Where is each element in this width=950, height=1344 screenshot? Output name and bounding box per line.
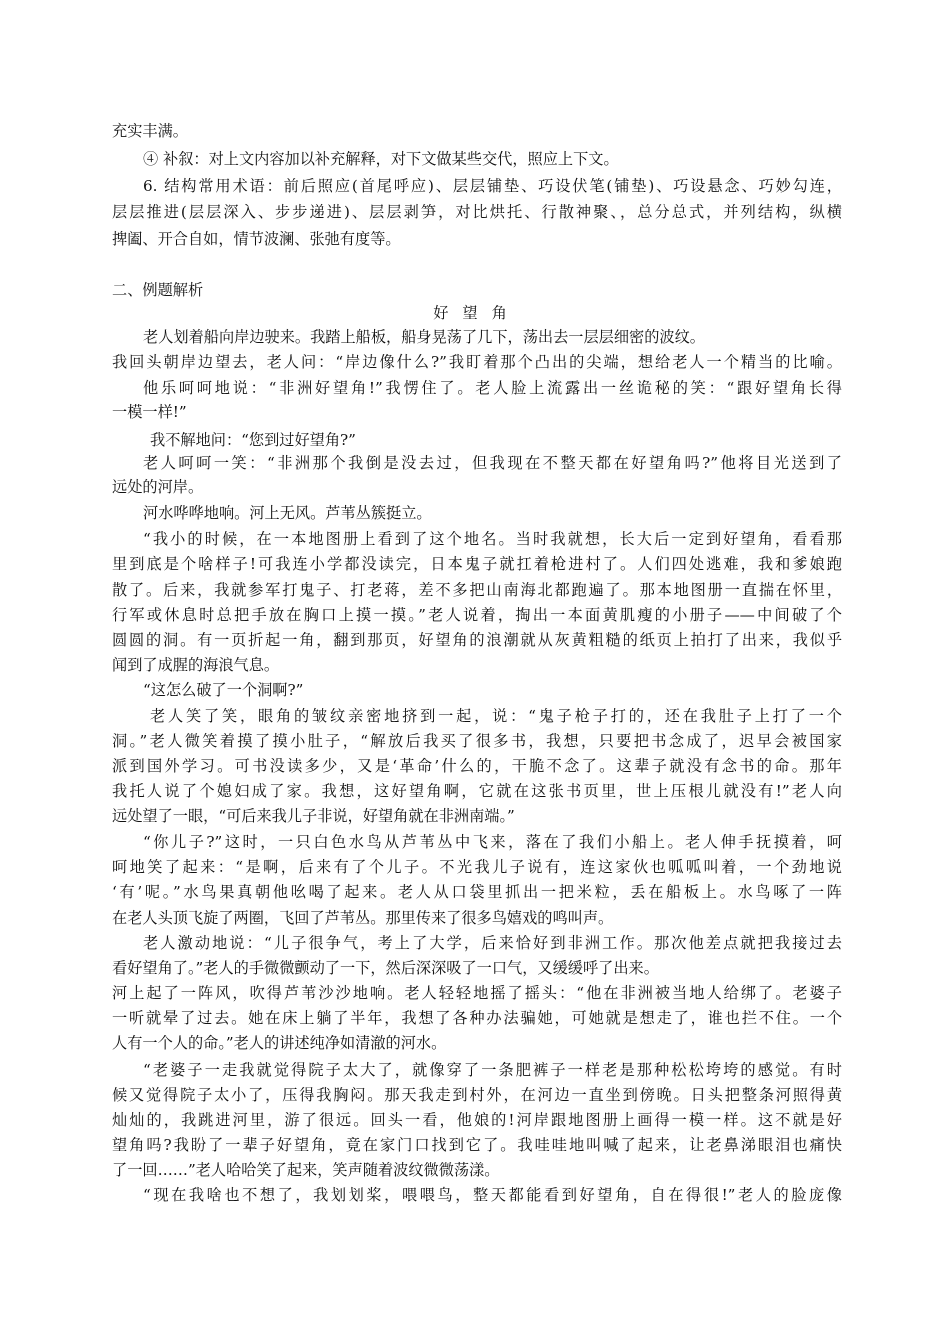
story-line: 闻到了成腥的海浪气息。	[112, 656, 280, 674]
story-line: 一听就晕了过去。她在床上躺了半年，我想了各种办法骗她，可她就是想走了，谁也拦不住。一个	[112, 1009, 842, 1027]
story-line: 散了。后来，我就参军打鬼子、打老蒋，差不多把山南海北都跑遍了。那本地图册一直揣在怀里，	[112, 581, 842, 599]
story-line: 老人划着船向岸边驶来。我踏上船板，船身晃荡了几下，荡出去一层层细密的波纹。	[143, 328, 705, 346]
story-line: 我不解地问：“您到过好望角?”	[150, 431, 356, 449]
story-line: 行军或休息时总把手放在胸口上摸一摸。”老人说着，掏出一本面黄肌瘦的小册子——中间破了个	[112, 606, 842, 624]
story-line: 里到底是个啥样子!可我连小学都没读完，日本鬼子就扛着枪进村了。人们四处逃难，我和爹娘跑	[112, 555, 842, 573]
story-line: ‘有’呢。”水鸟果真朝他吆喝了起来。老人从口袋里抓出一把米粒，丢在船板上。水鸟啄了一阵	[112, 883, 842, 901]
story-line: 灿灿的，我跳进河里，游了很远。回头一看，他娘的!河岸跟地图册上画得一模一样。这不就是好	[112, 1111, 842, 1129]
text-line: 充实丰满。	[112, 122, 188, 140]
story-line: “这怎么破了一个洞啊?”	[143, 681, 304, 699]
story-line: 远处的河岸。	[112, 478, 204, 496]
text-line: 捭阖、开合自如，情节波澜、张弛有度等。	[112, 230, 401, 248]
story-title: 好望角	[433, 304, 521, 322]
story-line: 老人呵呵一笑：“非洲那个我倒是没去过，但我现在不整天都在好望角吗?”他将目光送到了	[143, 454, 842, 472]
story-line: 我托人说了个媳妇成了家。我想，这好望角啊，它就在这张书页里，世上压根儿就没有!”老人向	[112, 782, 842, 800]
text-line: 层层推进(层层深入、步步递进)、层层剥笋，对比烘托、行散神聚、，总分总式，并列结构，纵横	[112, 203, 842, 221]
story-line: 候又觉得院子太小了，压得我胸闷。那天我走到村外，在河边一直坐到傍晚。日头把整条河照得黄	[112, 1086, 842, 1104]
story-line: “老婆子一走我就觉得院子太大了，就像穿了一条肥裤子一样老是那种松松垮垮的感觉。有时	[143, 1061, 842, 1079]
story-line: “我小的时候，在一本地图册上看到了这个地名。当时我就想，长大后一定到好望角，看看那	[143, 530, 842, 548]
story-line: 呵地笑了起来：“是啊，后来有了个儿子。不光我儿子说有，连这家伙也呱呱叫着，一个劲地说	[112, 858, 842, 876]
story-line: 河上起了一阵风，吹得芦苇沙沙地响。老人轻轻地摇了摇头：“他在非洲被当地人给绑了。老婆子	[112, 984, 842, 1002]
story-line: “你儿子?”这时，一只白色水鸟从芦苇丛中飞来，落在了我们小船上。老人伸手抚摸着，呵	[143, 833, 842, 851]
story-line: “现在我啥也不想了，我划划桨，喂喂鸟，整天都能看到好望角，自在得很!”老人的脸庞像	[143, 1186, 842, 1204]
story-line: 洞。”老人微笑着摸了摸小肚子，“解放后我买了很多书，我想，只要把书念成了，迟早会被国家	[112, 732, 842, 750]
text-line: ④ 补叙：对上文内容加以补充解释，对下文做某些交代，照应上下文。	[143, 150, 619, 168]
story-line: 人有一个人的命。”老人的讲述纯净如清澈的河水。	[112, 1034, 447, 1052]
story-line: 在老人头顶飞旋了两圈，飞回了芦苇丛。那里传来了很多鸟嬉戏的鸣叫声。	[112, 909, 614, 927]
story-line: 望角吗?我盼了一辈子好望角，竟在家门口找到它了。我哇哇地叫喊了起来，让老鼻涕眼泪也痛快	[112, 1136, 842, 1154]
story-line: 了一回……”老人哈哈笑了起来，笑声随着波纹微微荡漾。	[112, 1161, 500, 1179]
story-line: 派到国外学习。可书没读多少，又是‘革命’什么的，干脆不念了。这辈子就没有念书的命。那年	[112, 757, 842, 775]
story-line: 我回头朝岸边望去，老人问：“岸边像什么?”我盯着那个凸出的尖端，想给老人一个精当的比喻。	[112, 353, 842, 371]
story-line: 一模一样!”	[112, 403, 187, 421]
story-line: 老人激动地说：“儿子很争气，考上了大学，后来恰好到非洲工作。那次他差点就把我接过去	[143, 934, 842, 952]
text-line: 6. 结构常用术语：前后照应(首尾呼应)、层层铺垫、巧设伏笔(铺垫)、巧设悬念、巧妙勾连，	[143, 177, 842, 195]
story-line: 远处望了一眼，“可后来我儿子非说，好望角就在非洲南端。”	[112, 807, 515, 825]
story-line: 看好望角了。”老人的手微微颤动了一下，然后深深吸了一口气，又缓缓呼了出来。	[112, 959, 659, 977]
story-line: 圆圆的洞。有一页折起一角，翻到那页，好望角的浪潮就从灰黄粗糙的纸页上拍打了出来，我似乎	[112, 631, 842, 649]
story-line: 老人笑了笑，眼角的皱纹亲密地挤到一起，说：“鬼子枪子打的，还在我肚子上打了一个	[150, 707, 842, 725]
story-line: 河水哗哗地响。河上无风。芦苇丛簇挺立。	[143, 504, 432, 522]
section-heading: 二、例题解析	[112, 281, 204, 299]
story-line: 他乐呵呵地说：“非洲好望角!”我愣住了。老人脸上流露出一丝诡秘的笑：“跟好望角长得	[143, 379, 842, 397]
